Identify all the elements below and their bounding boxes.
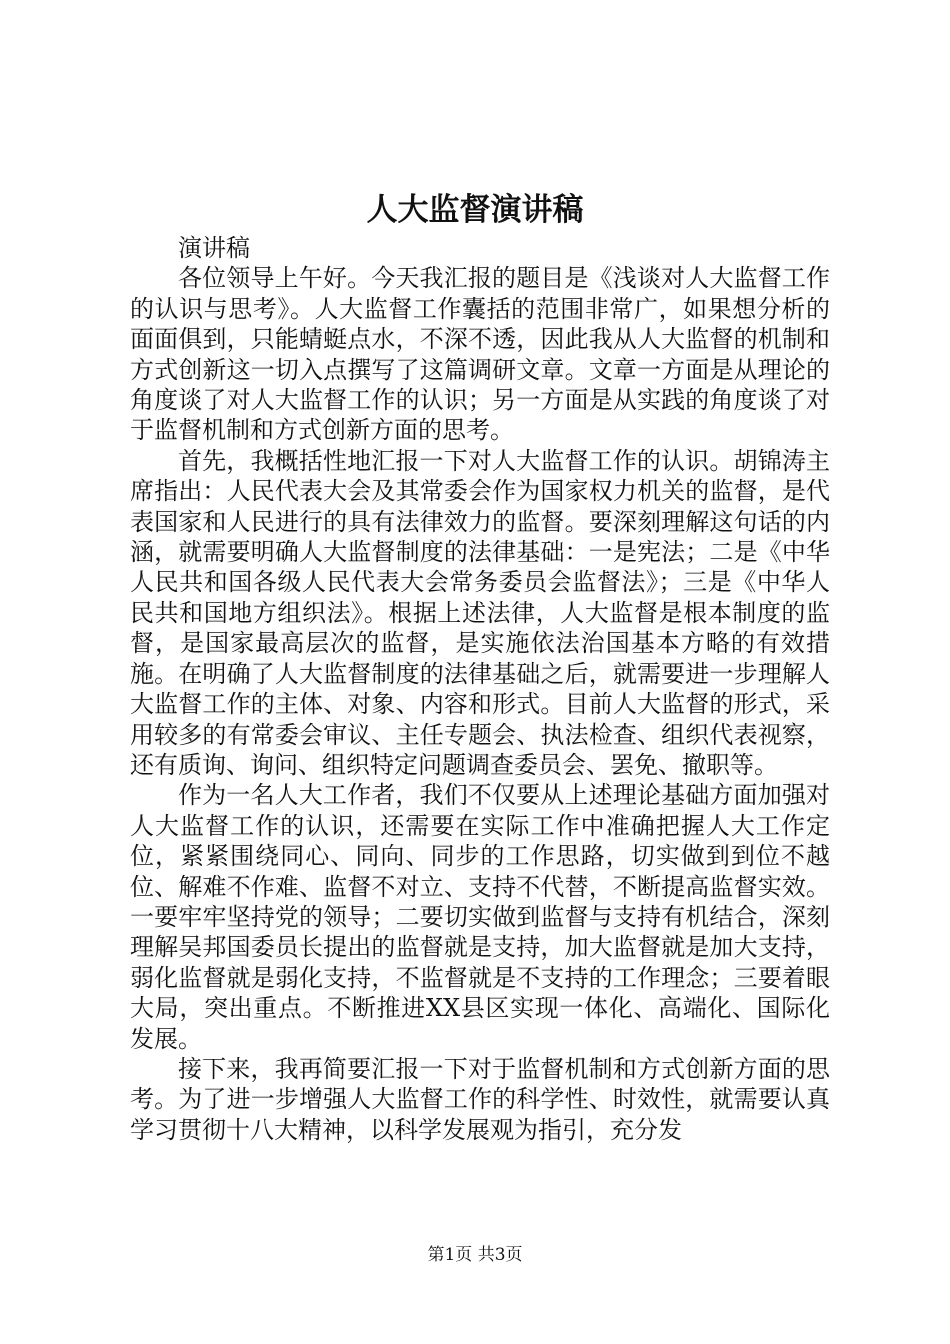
paragraph-4: 接下来，我再简要汇报一下对于监督机制和方式创新方面的思考。为了进一步增强人大监督工作的科学性、时效性，就需要认真学习贯彻十八大精神，以科学发展观为指引，充分发 — [130, 1054, 830, 1144]
document-body — [130, 233, 830, 1145]
document-title: 人大监督演讲稿 — [366, 192, 584, 228]
page-number-footer: 第1页 共3页 — [427, 1245, 523, 1265]
paragraph-1: 各位领导上午好。今天我汇报的题目是《浅谈对人大监督工作的认识与思考》。人大监督工作囊括的范围非常广，如果想分析的面面俱到，只能蜻蜓点水，不深不透，因此我从人大监督的机制和方式创新这一切入点撰写了这篇调研文章。文章一方面是从理论的角度谈了对人大监督工作的认识；另一方面是从实践的角度谈了对于监督机制和方式创新方面的思考。 — [130, 264, 830, 445]
paragraph-3: 作为一名人大工作者，我们不仅要从上述理论基础方面加强对人大监督工作的认识，还需要在实际工作中准确把握人大工作定位，紧紧围绕同心、同向、同步的工作思路，切实做到到位不越位、解难不作难、监督不对立、支持不代替，不断提高监督实效。一要牢牢坚持党的领导；二要切实做到监督与支持有机结合，深刻理解吴邦国委员长提出的监督就是支持，加大监督就是加大支持，弱化监督就是弱化支持，不监督就是不支持的工作理念；三要着眼大局，突出重点。不断推进XX县区实现一体化、高端化、国际化发展。 — [130, 781, 830, 1053]
paragraph-2: 首先，我概括性地汇报一下对人大监督工作的认识。胡锦涛主席指出：人民代表大会及其常委会作为国家权力机关的监督，是代表国家和人民进行的具有法律效力的监督。要深刻理解这句话的内涵，就需要明确人大监督制度的法律基础：一是宪法；二是《中华人民共和国各级人民代表大会常务委员会监督法》；三是《中华人民共和国地方组织法》。根据上述法律，人大监督是根本制度的监督，是国家最高层次的监督，是实施依法治国基本方略的有效措施。在明确了人大监督制度的法律基础之后，就需要进一步理解人大监督工作的主体、对象、内容和形式。目前人大监督的形式，采用较多的有常委会审议、主任专题会、执法检查、组织代表视察，还有质询、询问、组织特定问题调查委员会、罢免、撤职等。 — [130, 446, 830, 779]
paragraph-heading: 演讲稿 — [178, 234, 250, 262]
